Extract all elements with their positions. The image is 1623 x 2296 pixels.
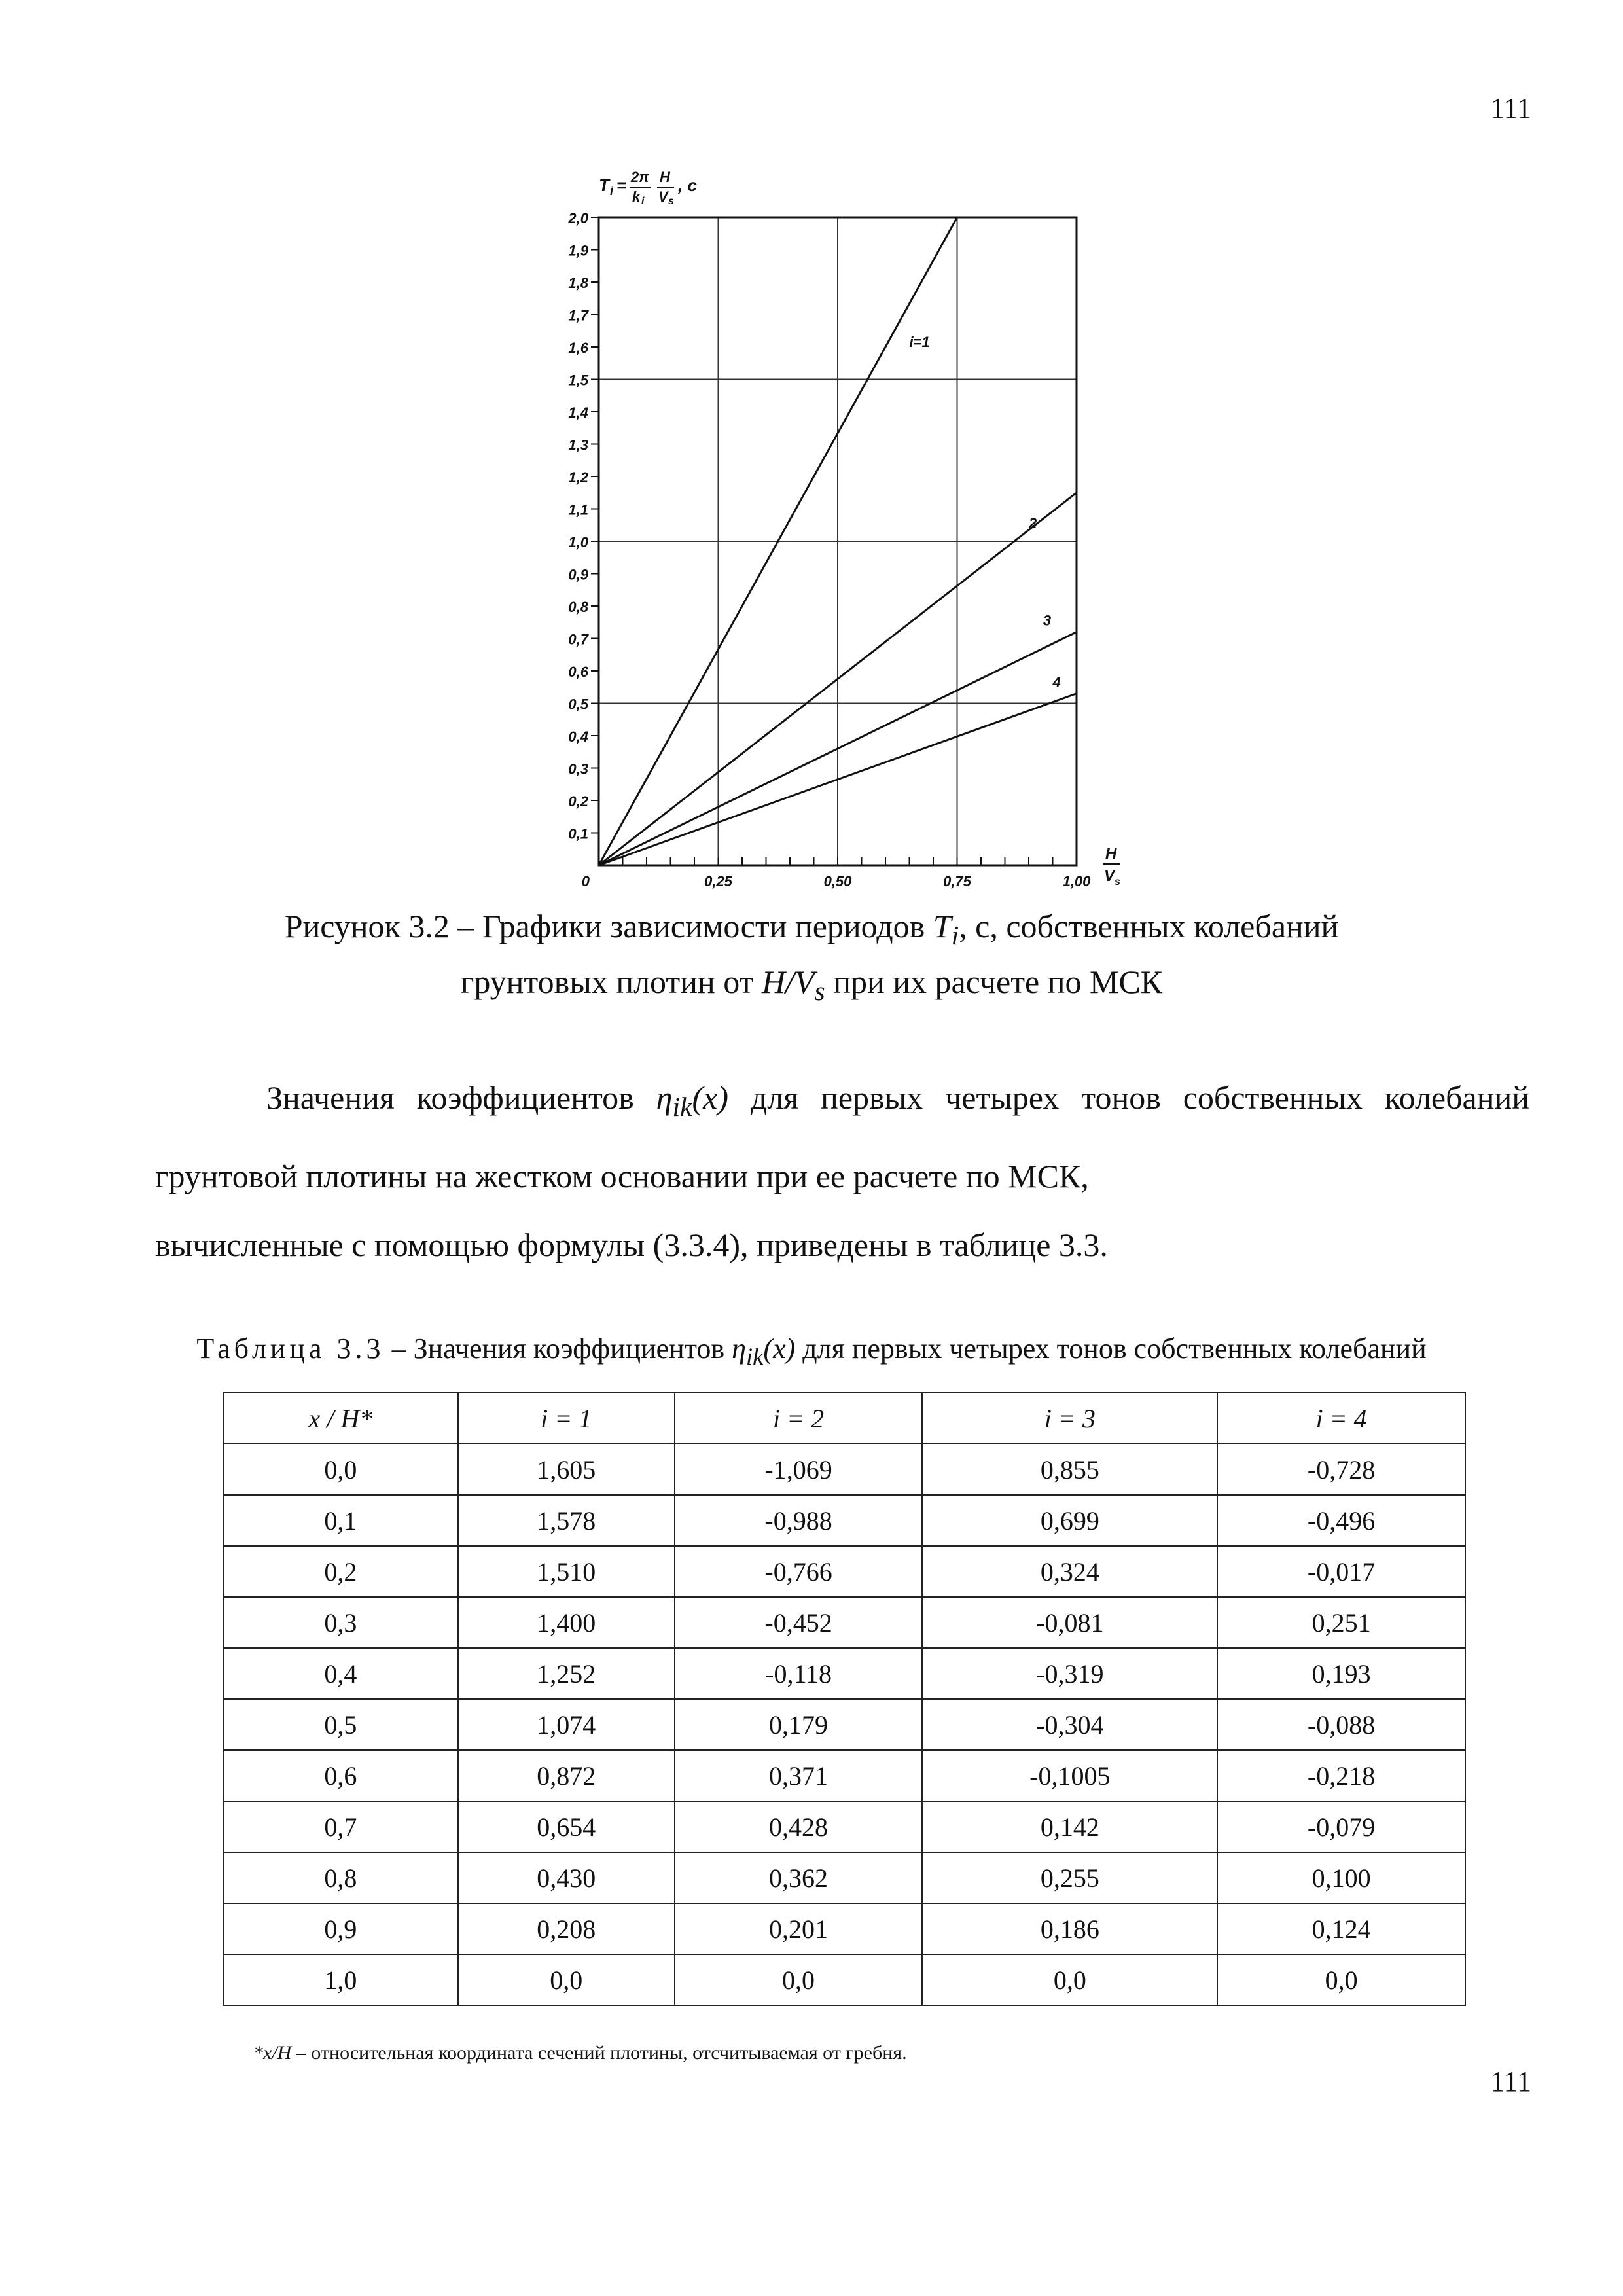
svg-text:, c: , c <box>678 175 697 195</box>
caption-hv: H/V <box>761 963 815 1000</box>
y-tick-label: 0,4 <box>568 728 588 745</box>
table-cell: -0,1005 <box>922 1750 1217 1801</box>
x-tick-label: 1,00 <box>1062 873 1091 889</box>
svg-text:V: V <box>1104 867 1115 885</box>
table-cell: 0,186 <box>922 1903 1217 1954</box>
page-number-bottom: 111 <box>1490 2066 1531 2098</box>
x-tick-label: 0,25 <box>704 873 732 889</box>
table-cell: 0,4 <box>223 1648 458 1699</box>
table-cell: 0,208 <box>458 1903 675 1954</box>
table-cell: 0,100 <box>1217 1852 1465 1903</box>
table-cell: 0,5 <box>223 1699 458 1750</box>
y-tick-label: 1,4 <box>568 404 588 421</box>
table-row <box>223 1954 1465 2005</box>
series-label: 4 <box>1052 673 1061 691</box>
body-paragraph <box>155 1064 1529 1280</box>
table-cell: 0,2 <box>223 1546 458 1597</box>
svg-text:2π: 2π <box>631 169 649 185</box>
table-row <box>223 1750 1465 1801</box>
footnote-mark: *x/H <box>253 2042 292 2064</box>
y-tick-label: 0,2 <box>568 793 588 810</box>
y-tick-label: 1,9 <box>568 242 588 259</box>
table-cell: -0,766 <box>675 1546 923 1597</box>
para-last-line: вычисленные с помощью формулы (3.3.4), приведены в таблице 3.3. <box>155 1227 1108 1263</box>
svg-text:H: H <box>1105 845 1117 863</box>
coefficients-table <box>223 1392 1466 2006</box>
table-cell: -0,218 <box>1217 1750 1465 1801</box>
table-cell: 0,124 <box>1217 1903 1465 1954</box>
y-tick-label: 1,6 <box>568 340 588 356</box>
y-tick-label: 2,0 <box>568 210 588 226</box>
eta-subscript: ik <box>745 1342 764 1370</box>
table-cell: 0,142 <box>922 1801 1217 1852</box>
table-row <box>223 1597 1465 1648</box>
table-cell: 0,3 <box>223 1597 458 1648</box>
svg-text:V: V <box>658 188 668 205</box>
y-tick-label: 0,3 <box>568 761 588 778</box>
table-cell: -0,081 <box>922 1597 1217 1648</box>
y-tick-label: 0,5 <box>568 696 588 713</box>
table-cell: 0,324 <box>922 1546 1217 1597</box>
table-cell: 0,7 <box>223 1801 458 1852</box>
table-cell: 0,428 <box>675 1801 923 1852</box>
table-cell: -0,088 <box>1217 1699 1465 1750</box>
table-cell: 0,0 <box>458 1954 675 2005</box>
table-cell: 1,252 <box>458 1648 675 1699</box>
svg-text:i: i <box>641 196 645 207</box>
table-cell: -0,319 <box>922 1648 1217 1699</box>
y-tick-label: 0,6 <box>568 664 588 680</box>
table-row <box>223 1801 1465 1852</box>
y-tick-label: 1,3 <box>568 437 588 454</box>
table-cell: -0,017 <box>1217 1546 1465 1597</box>
x-tick-label: 0,50 <box>823 873 852 889</box>
y-tick-label: 0,1 <box>568 825 588 842</box>
table-cell: -0,118 <box>675 1648 923 1699</box>
table-cell: 1,605 <box>458 1444 675 1495</box>
header-cell: i = 4 <box>1217 1393 1465 1444</box>
table-cell: 0,872 <box>458 1750 675 1801</box>
table-cell: -0,452 <box>675 1597 923 1648</box>
table-row <box>223 1495 1465 1546</box>
table-caption <box>0 1332 1623 1371</box>
table-cell: 0,8 <box>223 1852 458 1903</box>
period-chart <box>563 164 1178 897</box>
header-cell: i = 2 <box>675 1393 923 1444</box>
table-cell: 0,362 <box>675 1852 923 1903</box>
table-row <box>223 1699 1465 1750</box>
table-cell: 0,0 <box>675 1954 923 2005</box>
table-cell: -0,988 <box>675 1495 923 1546</box>
y-tick-label: 0,9 <box>568 566 588 583</box>
caption-i: i <box>951 921 959 951</box>
svg-text:=: = <box>616 175 627 195</box>
table-cell: 0,855 <box>922 1444 1217 1495</box>
footnote-text: – относительная координата сечений плотины, отсчитываемая от гребня. <box>291 2042 907 2064</box>
y-tick-label: 1,8 <box>568 275 588 291</box>
table-caption-text: для первых четырех тонов собственных колебаний <box>795 1333 1427 1365</box>
x-axis-label <box>1103 845 1120 888</box>
svg-text:s: s <box>1115 876 1120 888</box>
para-text: Значения коэффициентов <box>266 1079 656 1116</box>
eta-argument: (x) <box>692 1079 728 1116</box>
caption-text: Рисунок 3.2 – Графики зависимости периодов <box>284 908 933 944</box>
table-cell: 0,6 <box>223 1750 458 1801</box>
header-cell: i = 3 <box>922 1393 1217 1444</box>
table-row <box>223 1852 1465 1903</box>
y-tick-label: 1,0 <box>568 534 588 550</box>
caption-text: грунтовых плотин от <box>460 963 762 1000</box>
table-cell: 1,510 <box>458 1546 675 1597</box>
table-row <box>223 1546 1465 1597</box>
y-tick-label: 1,2 <box>568 469 588 486</box>
svg-text:k: k <box>632 188 641 205</box>
table-cell: 0,371 <box>675 1750 923 1801</box>
svg-text:H: H <box>660 169 670 185</box>
table-cell: -1,069 <box>675 1444 923 1495</box>
table-cell: 0,0 <box>1217 1954 1465 2005</box>
y-tick-label: 0,7 <box>568 631 588 648</box>
svg-text:s: s <box>668 196 674 207</box>
table-cell: -0,304 <box>922 1699 1217 1750</box>
y-axis-label <box>599 169 697 207</box>
series-label: i=1 <box>909 334 930 350</box>
table-cell: 0,0 <box>922 1954 1217 2005</box>
caption-s: s <box>814 977 825 1007</box>
table-cell: 0,201 <box>675 1903 923 1954</box>
table-cell: 1,400 <box>458 1597 675 1648</box>
eta-symbol: η <box>656 1079 673 1116</box>
svg-text:i: i <box>610 185 614 198</box>
table-caption-text: – Значения коэффициентов <box>384 1333 732 1365</box>
svg-text:T: T <box>599 175 609 195</box>
table-cell: -0,496 <box>1217 1495 1465 1546</box>
table-cell: 0,251 <box>1217 1597 1465 1648</box>
table-footnote <box>253 2042 907 2064</box>
table-cell: 0,1 <box>223 1495 458 1546</box>
table-row <box>223 1444 1465 1495</box>
table-cell: -0,728 <box>1217 1444 1465 1495</box>
x-tick-label: 0,75 <box>943 873 971 889</box>
y-tick-label: 1,5 <box>568 372 588 389</box>
eta-argument: (x) <box>763 1333 796 1365</box>
table-cell: 0,255 <box>922 1852 1217 1903</box>
table-cell: 1,578 <box>458 1495 675 1546</box>
caption-text: при их расчете по МСК <box>825 963 1163 1000</box>
para-text: для первых четырех тонов собственных колебаний грунтовой плотины на жестком основании при ее расчете по МСК, <box>155 1079 1529 1194</box>
table-row <box>223 1648 1465 1699</box>
figure-caption <box>0 903 1623 1014</box>
y-tick-label: 0,8 <box>568 599 588 615</box>
eta-symbol: η <box>732 1333 746 1365</box>
table-cell: 0,699 <box>922 1495 1217 1546</box>
series-label: 2 <box>1029 515 1037 532</box>
table-cell: -0,079 <box>1217 1801 1465 1852</box>
page-number-top: 111 <box>1490 92 1531 124</box>
series-label: 3 <box>1043 612 1052 629</box>
table-cell: 0,430 <box>458 1852 675 1903</box>
table-cell: 0,193 <box>1217 1648 1465 1699</box>
caption-text: , с, собственных колебаний <box>959 908 1339 944</box>
table-cell: 0,179 <box>675 1699 923 1750</box>
table-cell: 0,654 <box>458 1801 675 1852</box>
table-cell: 0,0 <box>223 1444 458 1495</box>
eta-subscript: ik <box>672 1092 692 1122</box>
y-tick-label: 1,7 <box>568 307 588 324</box>
table-cell: 0,9 <box>223 1903 458 1954</box>
table-cell: 1,0 <box>223 1954 458 2005</box>
caption-T: T <box>933 908 952 944</box>
table-caption-label: Таблица 3.3 <box>196 1333 385 1365</box>
table-row <box>223 1903 1465 1954</box>
header-cell: x / H* <box>223 1393 458 1444</box>
table-header-row <box>223 1393 1465 1444</box>
header-cell: i = 1 <box>458 1393 675 1444</box>
x-tick-label: 0 <box>581 873 590 889</box>
y-tick-label: 1,1 <box>568 501 588 518</box>
table-cell: 1,074 <box>458 1699 675 1750</box>
